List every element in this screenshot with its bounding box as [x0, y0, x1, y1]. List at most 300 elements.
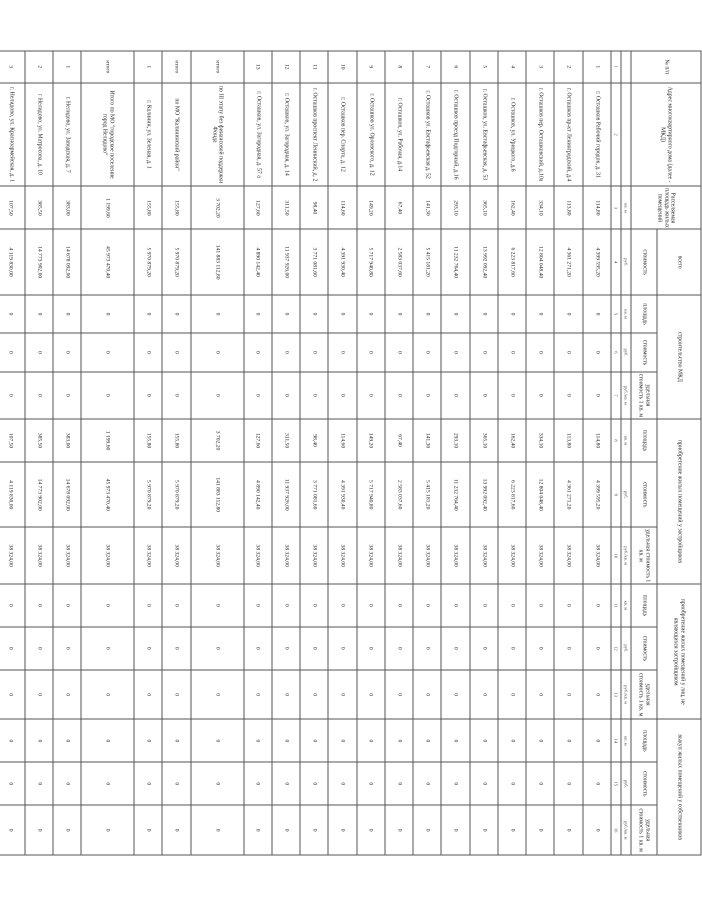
row-cell: 0 [272, 584, 300, 627]
row-cell: 14 773 902,00 [25, 229, 53, 294]
row-number: 1 [134, 51, 162, 83]
row-cell: 0 [328, 333, 356, 371]
row-cell: 0 [328, 670, 356, 720]
row-address: г. Осташков проспект Ленинский, д. 2 [300, 83, 328, 187]
row-cell: 38 324,00 [498, 527, 526, 583]
row-cell: 0 [191, 372, 244, 419]
row-cell: 0 [554, 372, 582, 419]
row-cell: 383,00 [53, 419, 81, 462]
col-number: 10 [611, 527, 621, 583]
row-cell: 2 583 037,60 [385, 462, 413, 527]
header-total: всего [657, 229, 701, 294]
row-cell: 155,80 [134, 419, 162, 462]
col-number: 11 [611, 584, 621, 627]
row-cell: 11 937 926,00 [272, 462, 300, 527]
row-number: 13 [244, 51, 272, 83]
row-cell: 107,50 [0, 186, 25, 229]
table-row [134, 51, 162, 855]
row-cell: 6 223 817,60 [498, 229, 526, 294]
row-cell: 0 [554, 762, 582, 805]
row-cell: 0 [134, 372, 162, 419]
row-address: Итого по МО "городское поселение город Нелидово" [81, 83, 134, 187]
row-cell: 0 [25, 295, 53, 333]
row-cell: 0 [498, 627, 526, 670]
unit-rub-sqm: руб./кв. м [621, 670, 631, 720]
row-cell: 38 324,00 [191, 527, 244, 583]
col-number: 14 [611, 719, 621, 762]
row-cell: 0 [53, 372, 81, 419]
row-cell: 5 970 879,20 [134, 229, 162, 294]
row-cell: 0 [300, 719, 328, 762]
row-cell: 0 [134, 805, 162, 855]
row-cell: 0 [526, 333, 554, 371]
table-row [244, 51, 272, 855]
row-cell: 0 [526, 372, 554, 419]
row-cell: 0 [385, 372, 413, 419]
row-address: г Нелидово, ул. Матросова, д. 10 [25, 83, 53, 187]
row-cell: 14 678 092,00 [53, 462, 81, 527]
row-cell: 12 804 048,40 [526, 462, 554, 527]
row-cell: 0 [272, 670, 300, 720]
table-row [526, 51, 554, 855]
row-cell: 38 324,00 [81, 527, 134, 583]
row-cell: 0 [25, 333, 53, 371]
row-cell: 155,80 [134, 186, 162, 229]
row-cell: 4 890 142,40 [244, 462, 272, 527]
row-cell: 0 [413, 627, 441, 670]
row-cell: 149,20 [357, 419, 385, 462]
row-cell: 0 [498, 805, 526, 855]
row-cell: 38 324,00 [357, 527, 385, 583]
header-area: площадь [631, 584, 657, 627]
table-row [328, 51, 356, 855]
row-cell: 0 [25, 719, 53, 762]
table-row [413, 51, 441, 855]
header-unit-cost: удельная стоимость 1 кв. м [631, 805, 657, 855]
row-cell: 5 415 181,20 [413, 229, 441, 294]
row-cell: 0 [441, 762, 469, 805]
row-cell: 0 [470, 333, 498, 371]
row-cell: 0 [81, 762, 134, 805]
row-cell: 38 324,00 [385, 527, 413, 583]
row-cell: 311,50 [272, 186, 300, 229]
row-cell: 0 [300, 333, 328, 371]
col-number: 12 [611, 627, 621, 670]
row-cell: 11 232 764,40 [441, 462, 469, 527]
row-cell: 0 [272, 627, 300, 670]
row-cell: 114,80 [583, 419, 611, 462]
row-cell: 4 391 930,40 [328, 462, 356, 527]
row-cell: 0 [244, 372, 272, 419]
row-cell: 0 [413, 762, 441, 805]
row-cell: 141 883 112,80 [191, 462, 244, 527]
row-cell: 0 [328, 627, 356, 670]
table-row [583, 51, 611, 855]
header-unit-cost: удельная стоимость 1 кв. м [631, 670, 657, 720]
row-number: 6 [441, 51, 469, 83]
row-cell: 38 324,00 [25, 527, 53, 583]
row-cell: 14 678 092,00 [53, 229, 81, 294]
row-cell: 13 992 092,40 [470, 229, 498, 294]
row-cell: 0 [526, 762, 554, 805]
row-cell: 14 773 902,00 [25, 462, 53, 527]
row-cell: 0 [0, 372, 25, 419]
row-address: г. Осташков, ул. Урицкого, д.6 [498, 83, 526, 187]
row-cell: 0 [191, 670, 244, 720]
table-row [300, 51, 328, 855]
row-address: г. Осташков, ул. Евстафьевская, д. 53 [470, 83, 498, 187]
row-cell: 0 [357, 627, 385, 670]
row-number: 5 [470, 51, 498, 83]
table-row [385, 51, 413, 855]
row-address: г. Осташков пр-кт Ленинградский, д.4 [554, 83, 582, 187]
row-cell: 0 [300, 372, 328, 419]
row-number: итого [162, 51, 190, 83]
row-cell: 162,40 [498, 419, 526, 462]
row-cell: 0 [53, 719, 81, 762]
row-cell: 38 324,00 [244, 527, 272, 583]
row-cell: 293,10 [441, 419, 469, 462]
row-number: 1 [53, 51, 81, 83]
row-cell: 0 [441, 584, 469, 627]
row-cell: 0 [583, 762, 611, 805]
row-cell: 5 717 940,80 [357, 229, 385, 294]
row-cell: 0 [328, 584, 356, 627]
row-cell: 0 [0, 333, 25, 371]
row-address: по III этапу без финансовой поддержки Фонда [191, 83, 244, 187]
row-cell: 0 [162, 670, 190, 720]
row-cell: 0 [0, 584, 25, 627]
row-cell: 0 [470, 372, 498, 419]
row-cell: 0 [162, 719, 190, 762]
row-cell: 0 [25, 670, 53, 720]
row-cell: 0 [0, 670, 25, 720]
row-cell: 0 [81, 670, 134, 720]
row-cell: 0 [162, 584, 190, 627]
unit-sqm: кв. м [621, 584, 631, 627]
row-cell: 311,50 [272, 419, 300, 462]
header-cost: стоимость [631, 627, 657, 670]
row-cell: 0 [357, 670, 385, 720]
row-cell: 0 [134, 762, 162, 805]
row-cell: 0 [244, 627, 272, 670]
row-cell: 0 [191, 295, 244, 333]
row-cell: 0 [25, 372, 53, 419]
row-cell: 365,10 [470, 186, 498, 229]
row-cell: 0 [583, 333, 611, 371]
row-cell: 0 [526, 627, 554, 670]
row-cell: 0 [554, 627, 582, 670]
row-cell: 0 [470, 805, 498, 855]
row-cell: 0 [413, 295, 441, 333]
row-cell: 155,80 [162, 419, 190, 462]
row-cell: 0 [498, 295, 526, 333]
row-cell: 0 [526, 805, 554, 855]
row-cell: 0 [554, 670, 582, 720]
row-cell: 334,10 [526, 419, 554, 462]
col-number: 8 [611, 419, 621, 462]
row-cell: 98,40 [300, 419, 328, 462]
row-cell: 0 [272, 719, 300, 762]
header-unit-cost: удельная стоимость 1 кв. м [631, 372, 657, 419]
row-cell: 0 [328, 372, 356, 419]
row-number: 3 [526, 51, 554, 83]
row-cell: 0 [441, 333, 469, 371]
row-cell: 0 [441, 627, 469, 670]
row-cell: 0 [53, 333, 81, 371]
row-cell: 0 [498, 333, 526, 371]
header-resettled-area: Расселяемая площадь жилых помещений [631, 186, 701, 229]
row-cell: 0 [244, 719, 272, 762]
row-address: г. Осташков проезд Подгорный, д.16 [441, 83, 469, 187]
row-cell: 3 702,20 [191, 419, 244, 462]
row-cell: 0 [191, 627, 244, 670]
column-number-row [611, 51, 621, 855]
row-cell: 0 [385, 627, 413, 670]
row-cell: 3 771 081,60 [300, 462, 328, 527]
row-cell: 38 324,00 [470, 527, 498, 583]
row-cell: 0 [357, 372, 385, 419]
row-cell: 4 361 271,20 [554, 462, 582, 527]
row-cell: 0 [244, 584, 272, 627]
col-number: 4 [611, 229, 621, 294]
row-number: 7 [413, 51, 441, 83]
row-cell: 38 324,00 [554, 527, 582, 583]
row-cell: 0 [498, 670, 526, 720]
row-cell: 114,60 [328, 186, 356, 229]
row-cell: 38 324,00 [328, 527, 356, 583]
row-cell: 0 [357, 333, 385, 371]
row-address: г. Осташков пер. Спорта, д. 12 [328, 83, 356, 187]
row-address: г. Осташков ул. Орловского, д. 12 [357, 83, 385, 187]
row-cell: 113,80 [554, 186, 582, 229]
row-cell: 98,40 [300, 186, 328, 229]
row-cell: 4 119 830,00 [0, 229, 25, 294]
row-number: 1 [583, 51, 611, 83]
row-cell: 0 [81, 719, 134, 762]
row-cell: 45 973 470,40 [81, 462, 134, 527]
row-number: итого [191, 51, 244, 83]
row-cell: 0 [300, 762, 328, 805]
header-area: площадь [631, 419, 657, 462]
row-cell: 0 [162, 333, 190, 371]
row-cell: 0 [300, 670, 328, 720]
header-area: площадь [631, 295, 657, 333]
header-purchase-builders: приобретение жилых помещений у застройщиков [657, 419, 701, 584]
row-cell: 38 324,00 [272, 527, 300, 583]
row-cell: 13 992 092,40 [470, 462, 498, 527]
col-number: 6 [611, 333, 621, 371]
row-address: г. Осташков, ул. Загородная, д. 57 а [244, 83, 272, 187]
row-cell: 38 324,00 [441, 527, 469, 583]
row-cell: 0 [272, 295, 300, 333]
row-cell: 0 [134, 584, 162, 627]
row-cell: 0 [328, 762, 356, 805]
unit-sqm: кв. м [621, 295, 631, 333]
row-cell: 0 [191, 762, 244, 805]
row-cell: 0 [357, 295, 385, 333]
row-cell: 0 [300, 627, 328, 670]
row-address: г. Осташков пер. Осташковский, д.10а [526, 83, 554, 187]
row-cell: 0 [441, 719, 469, 762]
col-number: 13 [611, 670, 621, 720]
row-cell: 0 [498, 762, 526, 805]
row-cell: 0 [470, 295, 498, 333]
row-cell: 0 [0, 762, 25, 805]
header-redemption: выкуп жилых помещений у собственников [657, 719, 701, 855]
row-address: по МО "Калининский район" [162, 83, 190, 187]
row-cell: 0 [554, 295, 582, 333]
row-cell: 0 [81, 627, 134, 670]
row-cell: 141 883 112,80 [191, 229, 244, 294]
row-number: 12 [272, 51, 300, 83]
row-cell: 0 [81, 584, 134, 627]
col-number: 1 [611, 51, 621, 83]
row-cell: 0 [0, 805, 25, 855]
unit-rub-sqm: руб./кв. м [621, 805, 631, 855]
header-unit-cost: удельная стоимость 1 кв. м [631, 527, 657, 583]
row-number: 10 [328, 51, 356, 83]
row-cell: 11 232 764,40 [441, 229, 469, 294]
table-row [357, 51, 385, 855]
row-cell: 2 583 037,60 [385, 229, 413, 294]
row-cell: 0 [357, 584, 385, 627]
row-address: г. Нелидово, ул. Красноармейская, д. 1 [0, 83, 25, 187]
row-cell: 0 [25, 627, 53, 670]
row-cell: 0 [53, 295, 81, 333]
row-cell: 385,50 [25, 186, 53, 229]
row-cell: 114,60 [328, 419, 356, 462]
table-row [53, 51, 81, 855]
row-cell: 4 399 595,20 [583, 462, 611, 527]
row-cell: 141,30 [413, 419, 441, 462]
row-cell: 0 [385, 295, 413, 333]
row-cell: 3 702,20 [191, 186, 244, 229]
row-cell: 0 [328, 295, 356, 333]
row-cell: 0 [53, 670, 81, 720]
col-number: 3 [611, 186, 621, 229]
row-cell: 0 [385, 584, 413, 627]
row-cell: 12 804 048,40 [526, 229, 554, 294]
row-cell: 0 [53, 805, 81, 855]
row-number: 9 [357, 51, 385, 83]
header-num: № п/п [631, 51, 701, 83]
unit-sqm: кв. м [621, 719, 631, 762]
row-cell: 385,50 [25, 419, 53, 462]
row-cell: 0 [134, 295, 162, 333]
row-cell: 0 [441, 805, 469, 855]
row-cell: 0 [498, 584, 526, 627]
row-cell: 0 [413, 584, 441, 627]
row-cell: 149,20 [357, 186, 385, 229]
row-cell: 0 [191, 805, 244, 855]
row-cell: 113,80 [554, 419, 582, 462]
row-cell: 1 199,60 [81, 186, 134, 229]
rotated-table-container [0, 51, 702, 856]
row-cell: 0 [385, 762, 413, 805]
header-cost: стоимость [631, 762, 657, 805]
row-cell: 0 [81, 372, 134, 419]
row-cell: 0 [191, 719, 244, 762]
row-cell: 0 [470, 670, 498, 720]
row-cell: 0 [413, 372, 441, 419]
row-cell: 0 [526, 719, 554, 762]
resettlement-table [0, 51, 702, 856]
row-cell: 0 [470, 719, 498, 762]
row-cell: 365,10 [470, 419, 498, 462]
table-body [0, 51, 611, 855]
row-cell: 0 [413, 719, 441, 762]
row-cell: 0 [470, 584, 498, 627]
row-number: 11 [300, 51, 328, 83]
row-cell: 0 [244, 333, 272, 371]
unit-rub: руб. [621, 762, 631, 805]
row-cell: 5 970 879,20 [162, 229, 190, 294]
row-cell: 0 [81, 295, 134, 333]
row-cell: 0 [300, 805, 328, 855]
row-cell: 5 415 181,20 [413, 462, 441, 527]
row-cell: 0 [272, 805, 300, 855]
row-cell: 127,60 [244, 186, 272, 229]
row-cell: 0 [328, 719, 356, 762]
row-cell: 0 [526, 670, 554, 720]
row-cell: 0 [554, 333, 582, 371]
row-cell: 0 [385, 670, 413, 720]
row-address: г. Осташков Рабочий городок, д. 31 [583, 83, 611, 187]
row-cell: 5 970 879,20 [134, 462, 162, 527]
row-cell: 67,40 [385, 419, 413, 462]
row-cell: 0 [441, 295, 469, 333]
unit-rub: руб. [621, 333, 631, 371]
row-cell: 0 [583, 372, 611, 419]
row-cell: 107,50 [0, 419, 25, 462]
row-cell: 4 361 271,20 [554, 229, 582, 294]
col-number: 15 [611, 762, 621, 805]
table-row [25, 51, 53, 855]
row-cell: 11 937 926,00 [272, 229, 300, 294]
row-number: 4 [498, 51, 526, 83]
row-cell: 0 [134, 333, 162, 371]
row-cell: 38 324,00 [413, 527, 441, 583]
row-cell: 0 [554, 584, 582, 627]
row-cell: 38 324,00 [0, 527, 25, 583]
row-cell: 0 [134, 627, 162, 670]
row-cell: 0 [413, 805, 441, 855]
row-cell: 0 [244, 670, 272, 720]
row-cell: 0 [244, 295, 272, 333]
row-cell: 0 [583, 719, 611, 762]
row-cell: 0 [583, 295, 611, 333]
row-cell: 0 [413, 333, 441, 371]
col-number: 2 [611, 83, 621, 187]
row-cell: 4 391 930,40 [328, 229, 356, 294]
row-cell: 0 [191, 333, 244, 371]
row-cell: 0 [162, 627, 190, 670]
row-cell: 0 [470, 762, 498, 805]
row-cell: 0 [134, 670, 162, 720]
row-cell: 0 [385, 333, 413, 371]
row-address: г. Калинин, ул. Зеленая, д. 1 [134, 83, 162, 187]
row-cell: 0 [554, 719, 582, 762]
unit-rub: руб. [621, 462, 631, 527]
row-cell: 3 771 081,60 [300, 229, 328, 294]
row-cell: 127,60 [244, 419, 272, 462]
row-cell: 45 973 470,40 [81, 229, 134, 294]
row-cell: 0 [134, 719, 162, 762]
row-cell: 0 [25, 762, 53, 805]
row-cell: 141,30 [413, 186, 441, 229]
row-cell: 38 324,00 [53, 527, 81, 583]
